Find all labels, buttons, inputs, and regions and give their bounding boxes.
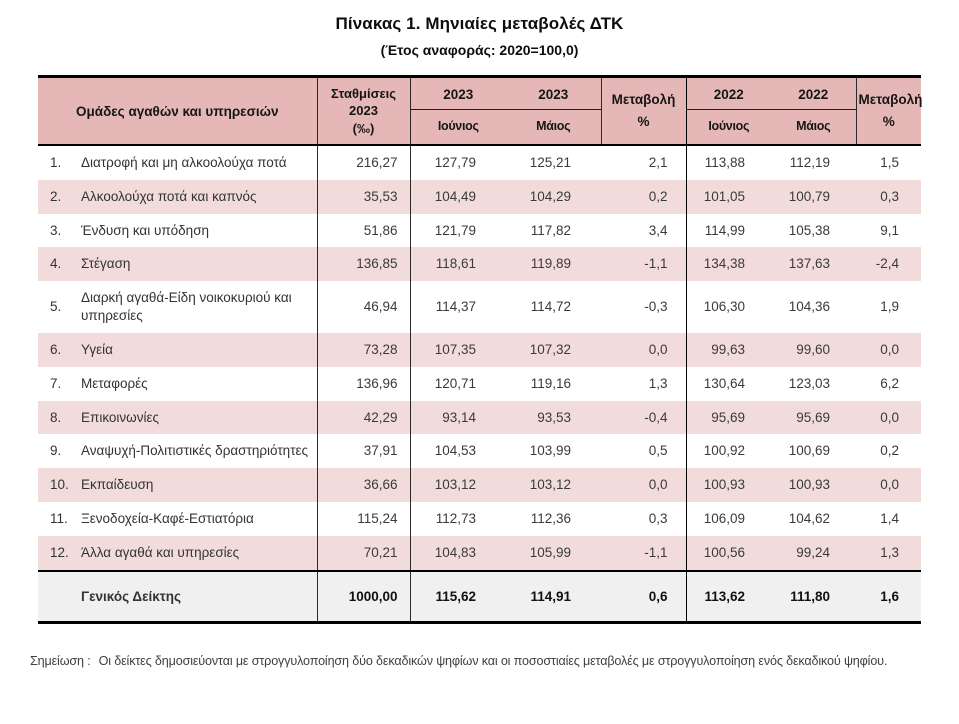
weights-line-1: Σταθμίσεις — [330, 86, 397, 102]
row-category: Διατροφή και μη αλκοολούχα ποτά — [80, 145, 317, 180]
row-number: 11. — [38, 502, 80, 536]
cell-weight: 46,94 — [317, 281, 410, 333]
cpi-table — [38, 75, 921, 624]
cell-change-2023: 1,3 — [601, 367, 686, 401]
footnote-text: Οι δείκτες δημοσιεύονται με στρογγυλοποίηση δύο δεκαδικών ψηφίων και οι ποσοστιαίες μεταβολές με στρογγυλοποίηση ενός δεκαδικού ψηφίου. — [98, 653, 888, 668]
cell-2023-june: 93,14 — [410, 401, 506, 435]
footnote — [30, 654, 959, 668]
col-header-may-2022: Μάιος — [771, 110, 856, 146]
cell-change-2022: -2,4 — [856, 247, 921, 281]
cell-2022-may: 95,69 — [771, 401, 856, 435]
cell-2023-may: 103,12 — [506, 468, 601, 502]
cell-weight: 136,85 — [317, 247, 410, 281]
cell-change-2023: 0,0 — [601, 333, 686, 367]
table-subtitle: (Έτος αναφοράς: 2020=100,0) — [380, 42, 579, 58]
cell-2023-june: 114,37 — [410, 281, 506, 333]
cell-2023-may: 114,72 — [506, 281, 601, 333]
table-footer — [38, 571, 921, 623]
cell-2022-may: 105,38 — [771, 214, 856, 248]
cell-change-2022: 0,2 — [856, 434, 921, 468]
cell-change-2023: -0,3 — [601, 281, 686, 333]
total-2023-may: 114,91 — [506, 571, 601, 623]
cell-2022-june: 106,30 — [686, 281, 771, 333]
table-row — [38, 281, 921, 333]
cell-weight: 51,86 — [317, 214, 410, 248]
table-title: Πίνακας 1. Μηνιαίες μεταβολές ΔΤΚ — [335, 14, 624, 33]
cell-2023-may: 119,16 — [506, 367, 601, 401]
cell-2023-june: 127,79 — [410, 145, 506, 180]
row-number: 10. — [38, 468, 80, 502]
cell-2023-may: 119,89 — [506, 247, 601, 281]
cell-2023-june: 104,53 — [410, 434, 506, 468]
cell-2022-may: 137,63 — [771, 247, 856, 281]
cell-change-2023: 0,0 — [601, 468, 686, 502]
cell-2023-june: 112,73 — [410, 502, 506, 536]
cell-2022-june: 114,99 — [686, 214, 771, 248]
total-2023-june: 115,62 — [410, 571, 506, 623]
cell-change-2022: 0,0 — [856, 468, 921, 502]
row-number: 3. — [38, 214, 80, 248]
cell-2022-may: 99,60 — [771, 333, 856, 367]
cell-change-2023: 0,2 — [601, 180, 686, 214]
cell-2022-may: 100,93 — [771, 468, 856, 502]
cell-weight: 42,29 — [317, 401, 410, 435]
row-number: 12. — [38, 536, 80, 571]
change-line-2: % — [882, 114, 895, 129]
row-number: 6. — [38, 333, 80, 367]
cell-change-2023: -0,4 — [601, 401, 686, 435]
cell-2023-june: 120,71 — [410, 367, 506, 401]
table-header — [38, 77, 921, 146]
cell-2023-may: 93,53 — [506, 401, 601, 435]
row-number: 4. — [38, 247, 80, 281]
cell-weight: 216,27 — [317, 145, 410, 180]
cell-weight: 35,53 — [317, 180, 410, 214]
cell-change-2023: 2,1 — [601, 145, 686, 180]
cell-change-2022: 1,4 — [856, 502, 921, 536]
cell-change-2023: 0,5 — [601, 434, 686, 468]
cell-weight: 70,21 — [317, 536, 410, 571]
col-header-weights — [317, 77, 410, 146]
cell-weight: 136,96 — [317, 367, 410, 401]
row-number: 9. — [38, 434, 80, 468]
table-row — [38, 468, 921, 502]
cell-2023-may: 117,82 — [506, 214, 601, 248]
cell-change-2022: 1,9 — [856, 281, 921, 333]
row-category: Αλκοολούχα ποτά και καπνός — [80, 180, 317, 214]
cell-2022-june: 100,56 — [686, 536, 771, 571]
cell-change-2022: 1,5 — [856, 145, 921, 180]
cell-2023-june: 121,79 — [410, 214, 506, 248]
cell-2023-june: 104,83 — [410, 536, 506, 571]
table-row — [38, 180, 921, 214]
cell-2023-june: 104,49 — [410, 180, 506, 214]
table-row — [38, 247, 921, 281]
cell-change-2023: 0,3 — [601, 502, 686, 536]
col-header-may-2023: Μάιος — [506, 110, 601, 146]
footnote-label: Σημείωση : — [30, 653, 91, 668]
total-row — [38, 571, 921, 623]
cell-2023-may: 125,21 — [506, 145, 601, 180]
table-row — [38, 536, 921, 571]
cell-weight: 36,66 — [317, 468, 410, 502]
row-number: 8. — [38, 401, 80, 435]
cell-2022-may: 99,24 — [771, 536, 856, 571]
row-number: 1. — [38, 145, 80, 180]
change-line-2: % — [637, 114, 650, 129]
cell-change-2022: 0,0 — [856, 333, 921, 367]
cell-change-2023: -1,1 — [601, 536, 686, 571]
cell-2022-june: 134,38 — [686, 247, 771, 281]
total-spacer — [38, 571, 80, 623]
table-row — [38, 401, 921, 435]
cell-2022-may: 123,03 — [771, 367, 856, 401]
cell-2022-may: 112,19 — [771, 145, 856, 180]
cell-2023-may: 107,32 — [506, 333, 601, 367]
col-header-change-2023 — [601, 77, 686, 146]
col-header-year-2022-june: 2022 — [686, 77, 771, 110]
table-body — [38, 145, 921, 571]
row-category: Αναψυχή-Πολιτιστικές δραστηριότητες — [80, 434, 317, 468]
row-number: 2. — [38, 180, 80, 214]
cell-2022-june: 99,63 — [686, 333, 771, 367]
cell-2022-june: 130,64 — [686, 367, 771, 401]
table-row — [38, 367, 921, 401]
weights-line-3: (‰) — [352, 120, 375, 136]
row-category: Άλλα αγαθά και υπηρεσίες — [80, 536, 317, 571]
total-2022-may: 111,80 — [771, 571, 856, 623]
row-category: Ένδυση και υπόδηση — [80, 214, 317, 248]
row-category: Διαρκή αγαθά-Είδη νοικοκυριού και υπηρεσίες — [80, 281, 317, 333]
total-weight: 1000,00 — [317, 571, 410, 623]
col-header-june-2022: Ιούνιος — [686, 110, 771, 146]
col-header-year-2022-may: 2022 — [771, 77, 856, 110]
cell-2022-may: 104,36 — [771, 281, 856, 333]
row-number: 5. — [38, 281, 80, 333]
change-line-1: Μεταβολή — [611, 92, 676, 108]
cell-change-2022: 9,1 — [856, 214, 921, 248]
cell-2023-june: 103,12 — [410, 468, 506, 502]
cell-2022-may: 104,62 — [771, 502, 856, 536]
cell-2023-may: 112,36 — [506, 502, 601, 536]
table-row — [38, 434, 921, 468]
total-change-2022: 1,6 — [856, 571, 921, 623]
cell-change-2023: 3,4 — [601, 214, 686, 248]
cell-2023-may: 103,99 — [506, 434, 601, 468]
cell-2023-may: 105,99 — [506, 536, 601, 571]
cell-weight: 37,91 — [317, 434, 410, 468]
cell-weight: 73,28 — [317, 333, 410, 367]
row-category: Στέγαση — [80, 247, 317, 281]
cell-2022-june: 100,92 — [686, 434, 771, 468]
cell-2022-june: 113,88 — [686, 145, 771, 180]
cell-2023-june: 107,35 — [410, 333, 506, 367]
table-row — [38, 145, 921, 180]
table-row — [38, 333, 921, 367]
cell-2022-june: 101,05 — [686, 180, 771, 214]
cell-2022-may: 100,79 — [771, 180, 856, 214]
table-row — [38, 214, 921, 248]
col-header-june-2023: Ιούνιος — [410, 110, 506, 146]
cell-change-2022: 6,2 — [856, 367, 921, 401]
cell-change-2022: 0,3 — [856, 180, 921, 214]
row-category: Εκπαίδευση — [80, 468, 317, 502]
cell-weight: 115,24 — [317, 502, 410, 536]
cell-2023-may: 104,29 — [506, 180, 601, 214]
change-line-1: Μεταβολή — [858, 92, 923, 108]
row-category: Ξενοδοχεία-Καφέ-Εστιατόρια — [80, 502, 317, 536]
row-number: 7. — [38, 367, 80, 401]
cell-change-2023: -1,1 — [601, 247, 686, 281]
cell-2022-june: 106,09 — [686, 502, 771, 536]
cell-change-2022: 0,0 — [856, 401, 921, 435]
row-category: Υγεία — [80, 333, 317, 367]
col-header-year-2023-may: 2023 — [506, 77, 601, 110]
col-header-change-2022 — [856, 77, 921, 146]
total-label: Γενικός Δείκτης — [80, 571, 317, 623]
row-category: Επικοινωνίες — [80, 401, 317, 435]
total-2022-june: 113,62 — [686, 571, 771, 623]
total-change-2023: 0,6 — [601, 571, 686, 623]
row-category: Μεταφορές — [80, 367, 317, 401]
cell-2022-june: 95,69 — [686, 401, 771, 435]
header-row-years — [38, 77, 921, 110]
cell-2022-may: 100,69 — [771, 434, 856, 468]
table-row — [38, 502, 921, 536]
col-header-year-2023-june: 2023 — [410, 77, 506, 110]
weights-line-2: 2023 — [349, 103, 378, 119]
col-header-groups: Ομάδες αγαθών και υπηρεσιών — [38, 77, 317, 146]
cell-change-2022: 1,3 — [856, 536, 921, 571]
cell-2022-june: 100,93 — [686, 468, 771, 502]
cell-2023-june: 118,61 — [410, 247, 506, 281]
